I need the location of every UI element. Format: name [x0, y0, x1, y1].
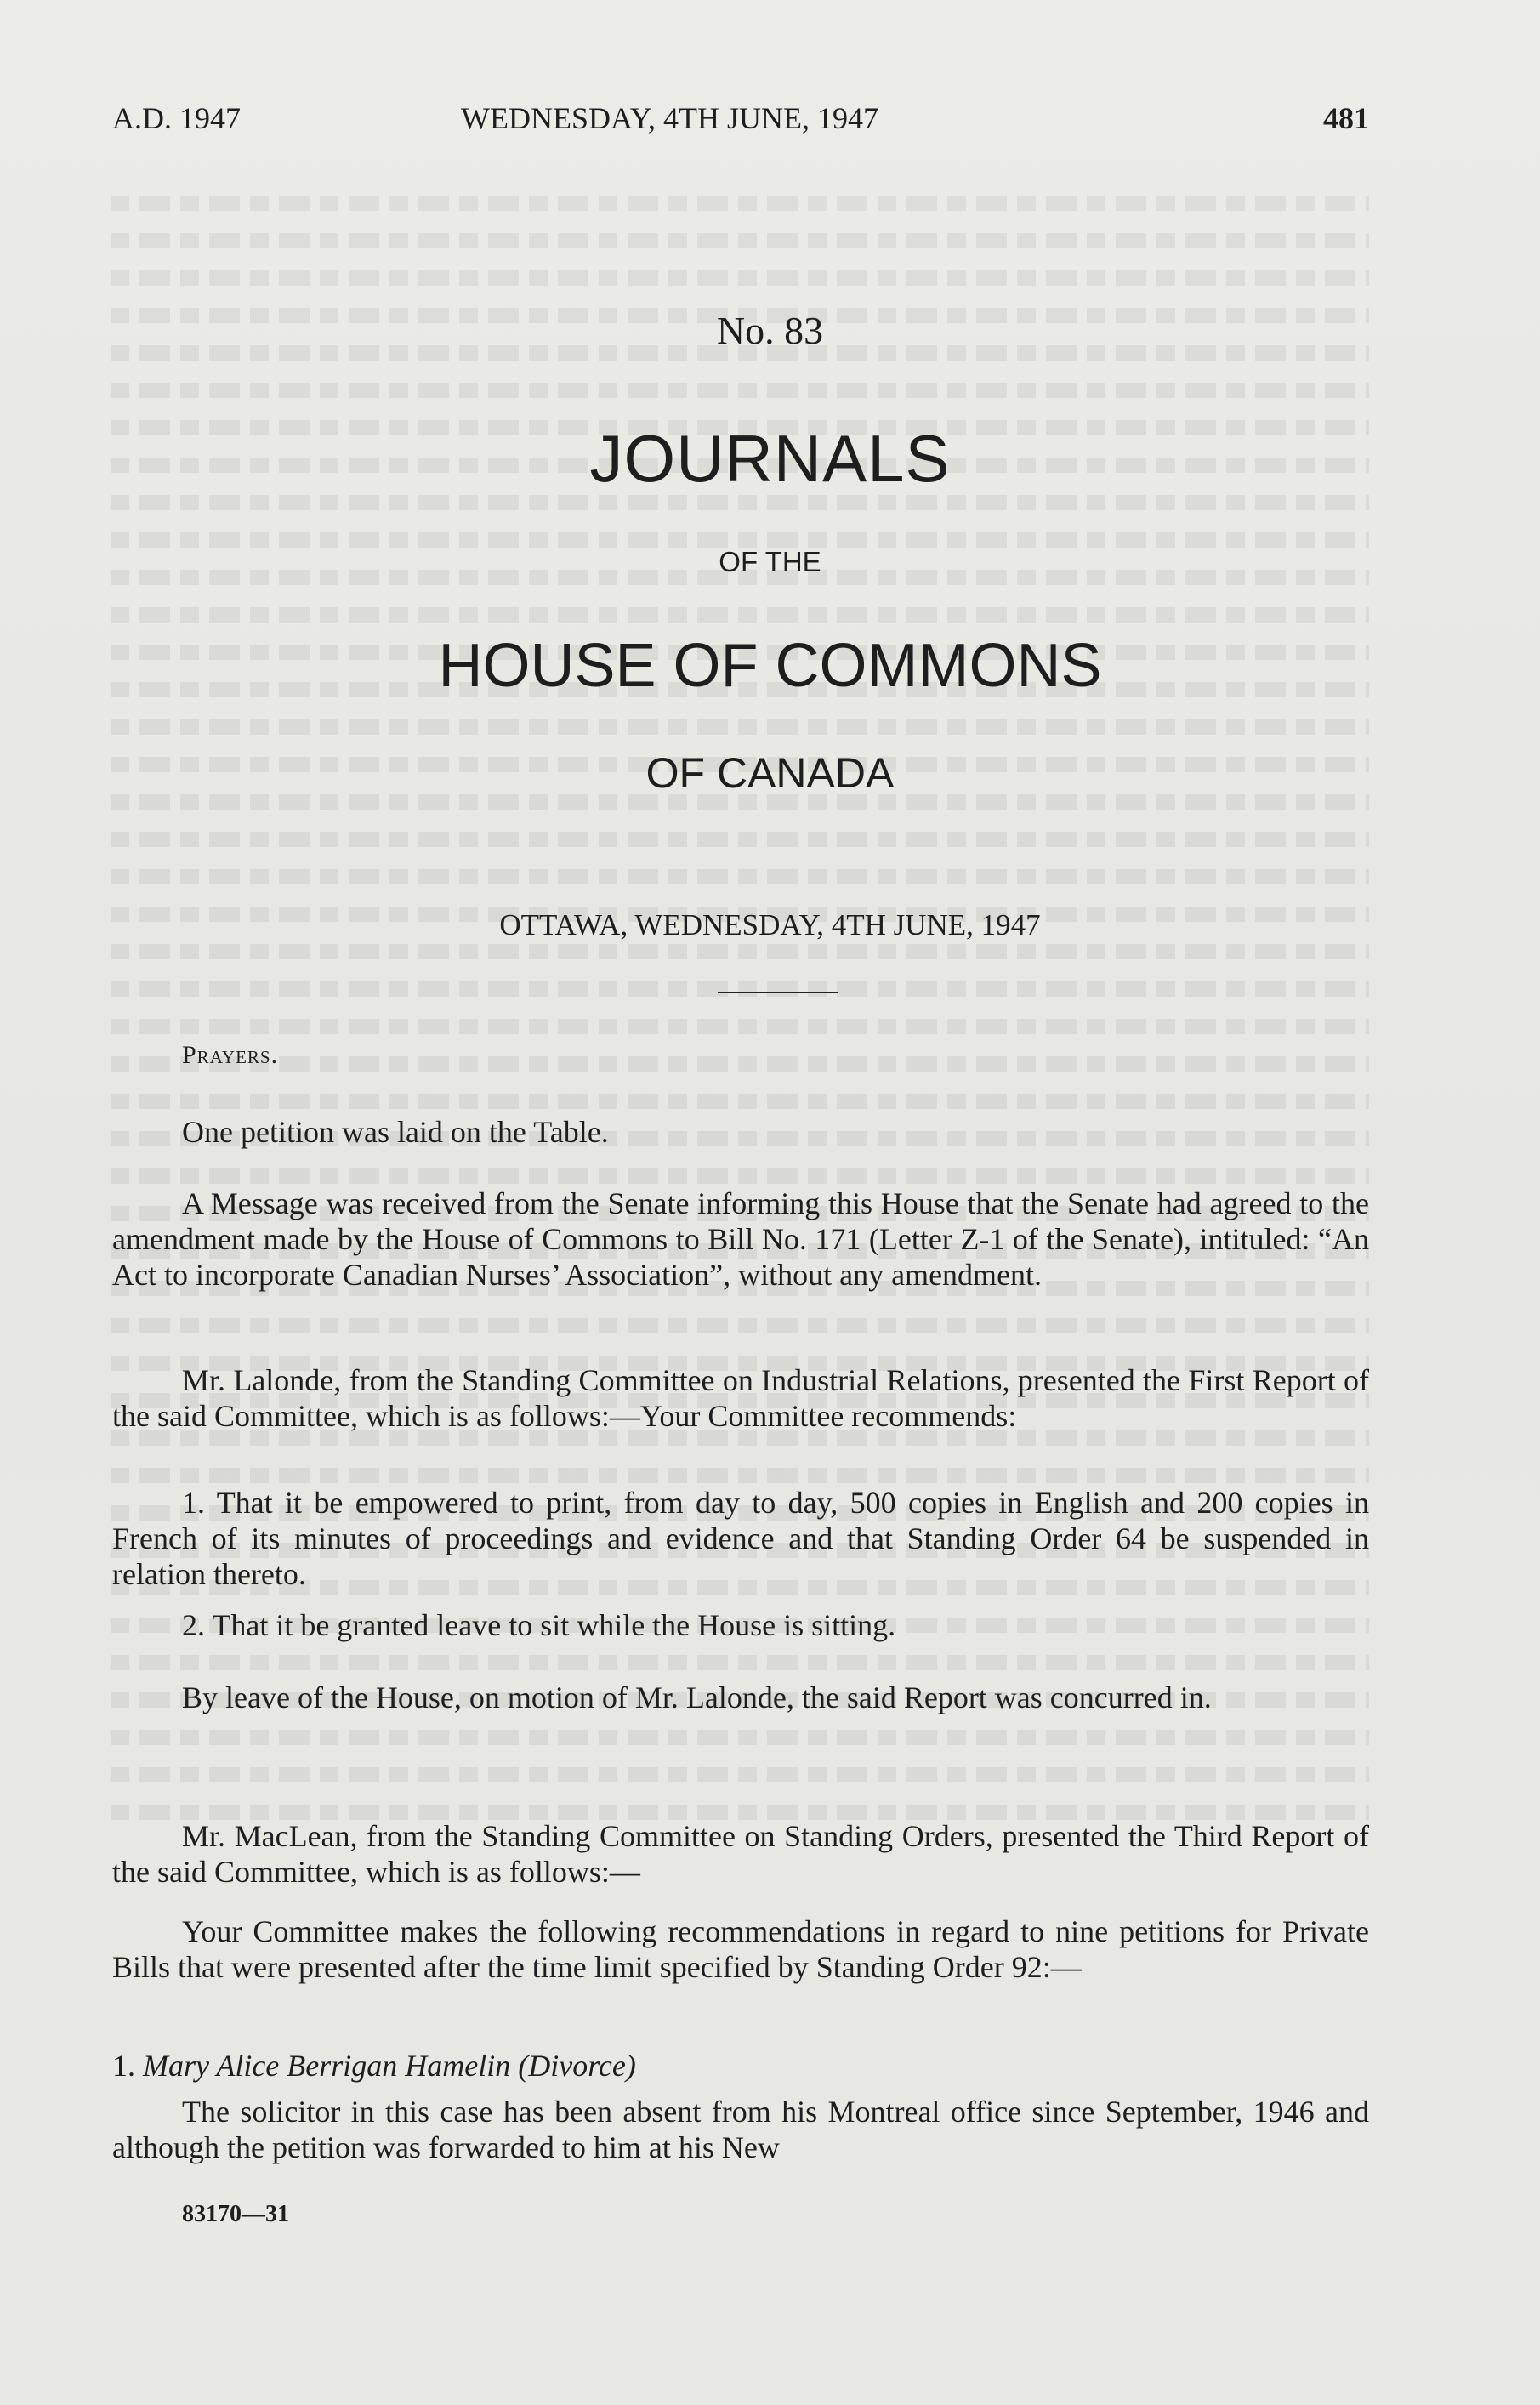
item-1-title: Mary Alice Berrigan Hamelin (Divorce) — [143, 2049, 636, 2083]
running-head-year: A.D. 1947 — [112, 101, 241, 135]
page-number: 481 — [1323, 101, 1369, 135]
of-canada-title: OF CANADA — [645, 749, 895, 797]
printer-code: 83170—31 — [182, 2201, 289, 2227]
house-of-commons-title: HOUSE OF COMMONS — [438, 632, 1102, 700]
title-divider — [718, 992, 838, 993]
lalonde-report-paragraph — [112, 1362, 1369, 1434]
petition-text: One petition was laid on the Table. — [182, 1115, 609, 1149]
running-head — [112, 100, 1369, 143]
maclean-report-text: Mr. MacLean, from the Standing Committee on Standing Orders, presented the Third Report of the said Committee, which is as follows:— — [112, 1819, 1369, 1889]
committee-recommendations-text: Your Committee makes the following recommendations in regard to nine petitions for Private Bills that were presented after the time limit specified by Standing Order 92:— — [112, 1914, 1369, 1984]
item-1-text: The solicitor in this case has been absent from his Montreal office since September, 1946 and although the petition was forwarded to him at his New — [112, 2095, 1369, 2164]
item-1-number: 1. — [112, 2049, 135, 2083]
running-head-date: WEDNESDAY, 4TH JUNE, 1947 — [461, 101, 879, 135]
journal-number: No. 83 — [716, 309, 824, 352]
recommendation-1-text: 1. That it be empowered to print, from day to day, 500 copies in English and 200 copies in French of its minutes of proceedings and evidence and that Standing Order 64 be suspended in relation thereto. — [112, 1486, 1369, 1591]
petition-paragraph — [112, 1114, 1369, 1150]
concurred-text: By leave of the House, on motion of Mr. Lalonde, the said Report was concurred in. — [182, 1680, 1212, 1714]
recommendation-1-paragraph — [112, 1485, 1369, 1592]
committee-recommendations-paragraph — [112, 1913, 1369, 1985]
maclean-report-paragraph — [112, 1818, 1369, 1890]
lalonde-report-text: Mr. Lalonde, from the Standing Committee on Industrial Relations, presented the First Report of the said Committee, which is as follows:—Your Committee recommends: — [112, 1363, 1369, 1433]
journal-title: JOURNALS — [589, 421, 951, 496]
recommendation-2-paragraph — [112, 1607, 1369, 1643]
prayers-heading: Prayers. — [182, 1041, 279, 1069]
item-1-heading — [112, 2048, 1369, 2084]
senate-message-paragraph — [112, 1185, 1369, 1293]
recommendation-2-text: 2. That it be granted leave to sit while the House is sitting. — [182, 1608, 896, 1642]
concurred-paragraph — [112, 1680, 1369, 1715]
journal-subtitle-of-the: OF THE — [719, 546, 821, 577]
item-1-paragraph — [112, 2094, 1369, 2165]
senate-message-text: A Message was received from the Senate informing this House that the Senate had agreed to the amendment made by the House of Commons to Bill No. 171 (Letter Z-1 of the Senate), intituled: “An Act to incorporate Canadian Nurses’ Association”, without any amendment. — [112, 1186, 1369, 1292]
dateline: OTTAWA, WEDNESDAY, 4TH JUNE, 1947 — [499, 908, 1041, 941]
